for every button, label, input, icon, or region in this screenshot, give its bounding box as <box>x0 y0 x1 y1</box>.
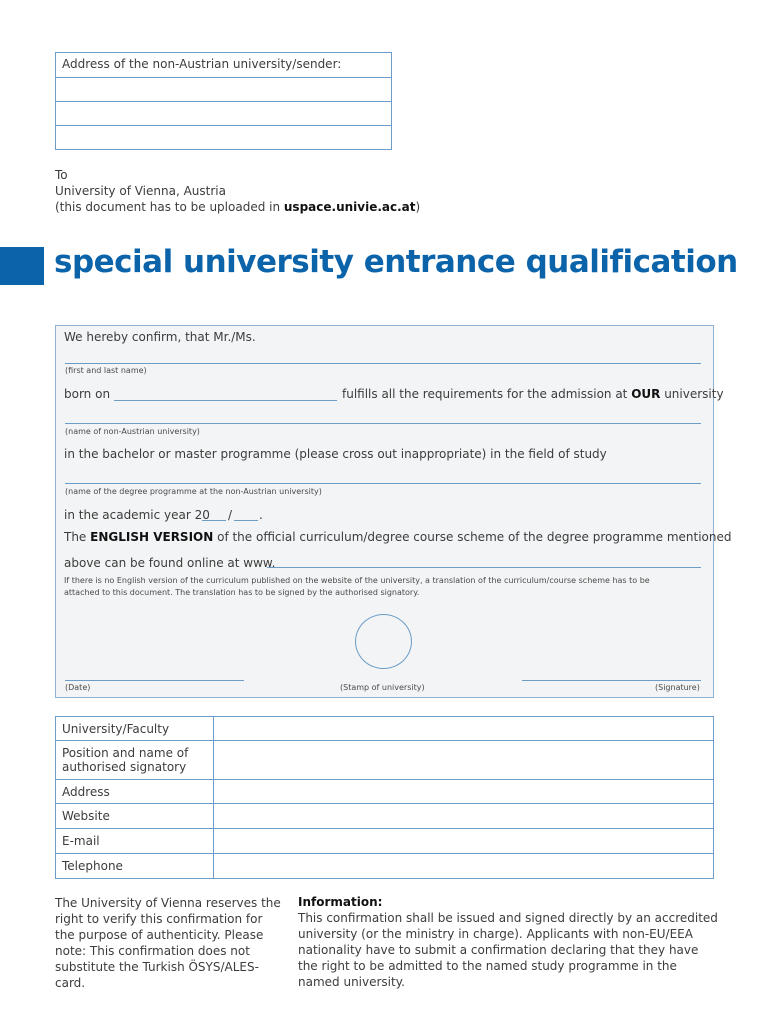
row-label-signatory: Position and name of authorised signatory <box>56 741 214 780</box>
university-caption: (name of non-Austrian university) <box>65 427 200 436</box>
website-input[interactable] <box>214 804 714 829</box>
academic-year-label: in the academic year 20 <box>64 508 210 522</box>
stamp-caption: (Stamp of university) <box>340 683 425 692</box>
academic-year-end-field[interactable] <box>234 520 258 521</box>
university-faculty-input[interactable] <box>214 717 714 741</box>
row-label-website: Website <box>56 804 214 829</box>
row-label-email: E-mail <box>56 829 214 854</box>
table-row <box>56 829 714 854</box>
english-bold: ENGLISH VERSION <box>90 530 214 544</box>
table-row <box>56 780 714 804</box>
fulfills-our: OUR <box>631 387 661 401</box>
table-row <box>56 854 714 879</box>
telephone-input[interactable] <box>214 854 714 879</box>
table-row <box>56 717 714 741</box>
university-info-table <box>55 716 714 879</box>
upload-note <box>55 199 420 215</box>
programme-text: in the bachelor or master programme (please cross out inappropriate) in the field of study <box>64 447 607 461</box>
email-input[interactable] <box>214 829 714 854</box>
programme-caption: (name of the degree programme at the non-Austrian university) <box>65 487 322 496</box>
sender-address-box <box>55 52 392 150</box>
signature-field[interactable] <box>522 680 701 681</box>
name-caption: (first and last name) <box>65 366 147 375</box>
birth-date-field[interactable] <box>114 400 337 401</box>
information-text: This confirmation shall be issued and signed directly by an accredited university (or the ministry in charge). Applicants with non-EU/EEA nationality have to submit a confirmation declaring that they have the right to be admitted to the named study programme in the named university. <box>298 911 718 989</box>
signatory-input[interactable] <box>214 741 714 780</box>
english-suffix: of the official curriculum/degree course scheme of the degree programme mentioned <box>213 530 732 544</box>
fulfills-suffix: university <box>660 387 724 401</box>
born-on-label: born on <box>64 387 111 401</box>
information-block <box>298 894 718 990</box>
title-accent-bar <box>0 247 44 285</box>
academic-year-end: . <box>259 508 263 522</box>
website-field[interactable] <box>267 567 701 568</box>
english-prefix: The <box>64 530 91 544</box>
row-label-telephone: Telephone <box>56 854 214 879</box>
online-text: above can be found online at www. <box>64 556 276 570</box>
sender-address-line-2[interactable] <box>56 101 391 125</box>
fulfills-prefix: fulfills all the requirements for the admission at <box>342 387 632 401</box>
recipient-university: University of Vienna, Austria <box>55 184 226 198</box>
recipient-block <box>55 167 420 215</box>
translation-note: If there is no English version of the curriculum published on the website of the university, a translation of the curriculum/course scheme has to be attached to this document. The translation has to be signed by the authorised signatory. <box>64 576 650 597</box>
sender-address-line-3[interactable] <box>56 125 391 149</box>
upload-prefix: (this document has to be uploaded in <box>55 200 284 214</box>
page-title: special university entrance qualification <box>54 244 738 280</box>
confirmation-form-panel <box>55 325 732 698</box>
row-label-address: Address <box>56 780 214 804</box>
sender-address-line-1[interactable] <box>56 77 391 101</box>
upload-suffix: ) <box>415 200 421 214</box>
verification-notice: The University of Vienna reserves the right to verify this confirmation for the purpose of authenticity. Please note: This confirmation does not substitute the Turkish ÖSYS/ALES-card. <box>55 896 281 990</box>
confirm-text: We hereby confirm, that Mr./Ms. <box>64 330 256 344</box>
english-version-text <box>64 530 731 544</box>
table-row <box>56 741 714 780</box>
signature-caption: (Signature) <box>655 683 700 692</box>
programme-field[interactable] <box>65 483 701 484</box>
name-field[interactable] <box>65 363 701 364</box>
fulfills-text <box>342 387 724 401</box>
sender-address-label: Address of the non-Austrian university/sender: <box>62 57 342 71</box>
upload-url: uspace.univie.ac.at <box>283 200 416 214</box>
address-input[interactable] <box>214 780 714 804</box>
date-field[interactable] <box>65 680 244 681</box>
stamp-circle <box>355 614 412 669</box>
row-label-university-faculty: University/Faculty <box>56 717 214 741</box>
information-heading: Information: <box>298 895 383 909</box>
table-row <box>56 804 714 829</box>
recipient-to: To <box>55 168 68 182</box>
academic-year-start-field[interactable] <box>202 520 226 521</box>
university-field[interactable] <box>65 423 701 424</box>
date-caption: (Date) <box>65 683 91 692</box>
academic-year-separator: / <box>228 508 233 522</box>
